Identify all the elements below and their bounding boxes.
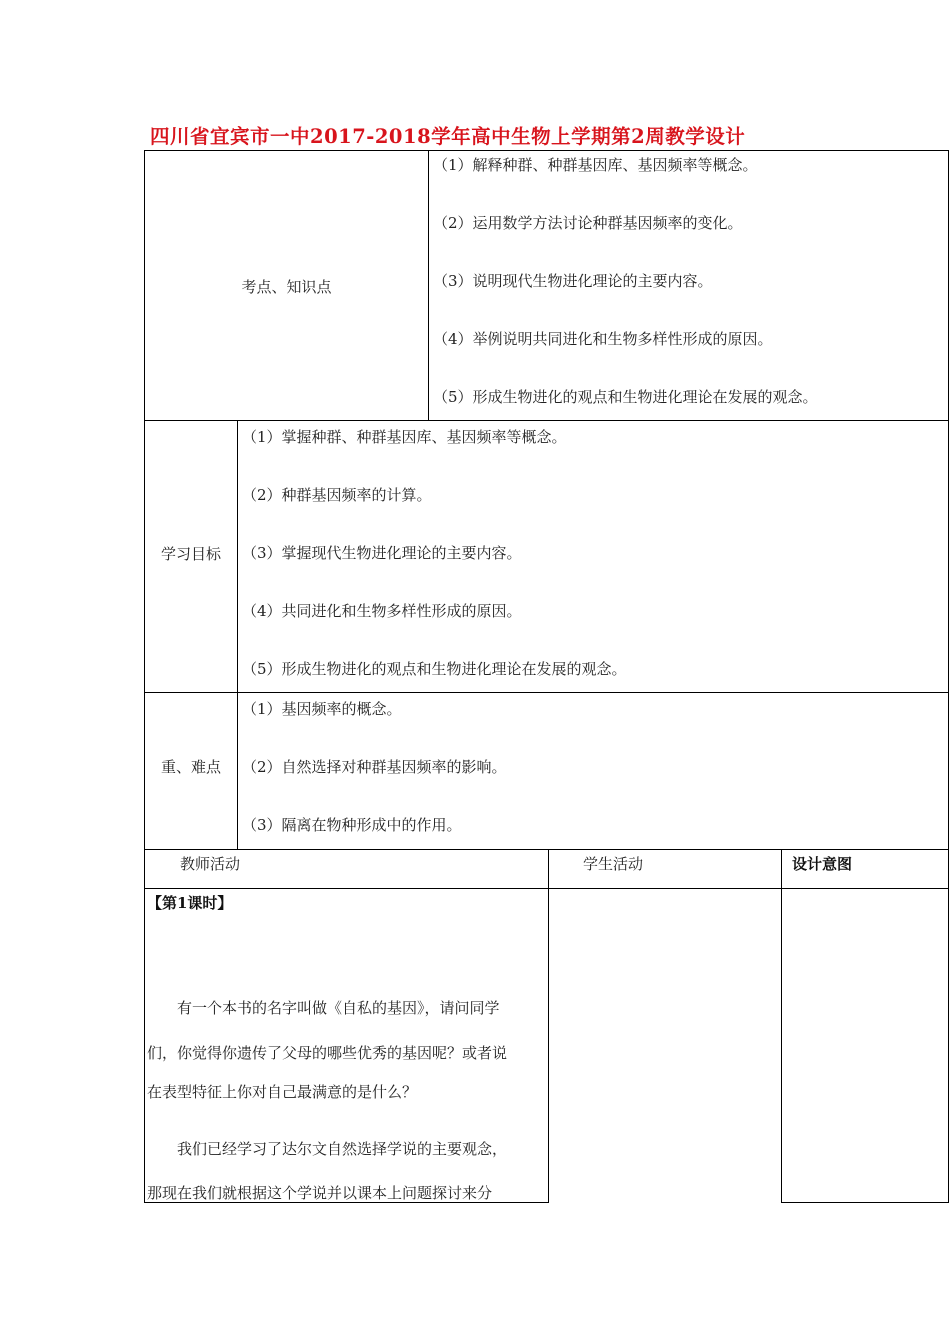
teacher-activity-header: 教师活动: [180, 855, 241, 873]
kaodian-item: （3）说明现代生物进化理论的主要内容。: [433, 272, 713, 290]
table-border-bottom-right: [781, 1202, 949, 1203]
col-divider: [781, 849, 782, 1203]
document-title: 四川省宜宾市一中2017-2018学年高中生物上学期第2周教学设计: [150, 125, 746, 148]
teacher-line: 在表型特征上你对自己最满意的是什么？: [147, 1083, 418, 1101]
table-border-left: [144, 150, 145, 1203]
teacher-line: 们，你觉得你遗传了父母的哪些优秀的基因呢？或者说: [147, 1044, 508, 1062]
mubiao-item: （2）种群基因频率的计算。: [242, 486, 432, 504]
row-divider: [144, 692, 949, 693]
row-divider: [144, 420, 949, 421]
zhongnan-item: （3）隔离在物种形成中的作用。: [242, 816, 462, 834]
kaodian-item: （5）形成生物进化的观点和生物进化理论在发展的观念。: [433, 388, 818, 406]
mubiao-item: （5）形成生物进化的观点和生物进化理论在发展的观念。: [242, 660, 627, 678]
col-divider: [548, 849, 549, 1203]
kaodian-label: 考点、知识点: [241, 278, 332, 296]
mubiao-item: （1）掌握种群、种群基因库、基因频率等概念。: [242, 428, 567, 446]
kaodian-item: （2）运用数学方法讨论种群基因频率的变化。: [433, 214, 743, 232]
mubiao-item: （4）共同进化和生物多样性形成的原因。: [242, 602, 522, 620]
kaodian-item: （1）解释种群、种群基因库、基因频率等概念。: [433, 156, 758, 174]
teacher-line: 有一个本书的名字叫做《自私的基因》，请问同学: [177, 999, 500, 1017]
mubiao-label: 学习目标: [160, 545, 221, 563]
mubiao-item: （3）掌握现代生物进化理论的主要内容。: [242, 544, 522, 562]
col-divider: [428, 150, 429, 421]
zhongnan-item: （1）基因频率的概念。: [242, 700, 402, 718]
student-activity-header: 学生活动: [583, 855, 644, 873]
teacher-line: 那现在我们就根据这个学说并以课本上问题探讨来分: [147, 1184, 493, 1202]
teacher-line: 我们已经学习了达尔文自然选择学说的主要观念，: [177, 1140, 508, 1158]
zhongnan-item: （2）自然选择对种群基因频率的影响。: [242, 758, 507, 776]
design-intent-header: 设计意图: [792, 855, 853, 873]
kaodian-item: （4）举例说明共同进化和生物多样性形成的原因。: [433, 330, 773, 348]
col-divider: [237, 420, 238, 850]
zhongnan-label: 重、难点: [160, 758, 221, 776]
row-divider: [144, 849, 949, 850]
table-border-top: [144, 150, 949, 151]
table-border-right: [948, 150, 949, 1203]
row-divider: [144, 888, 949, 889]
lesson-label: 【第1课时】: [147, 894, 233, 912]
